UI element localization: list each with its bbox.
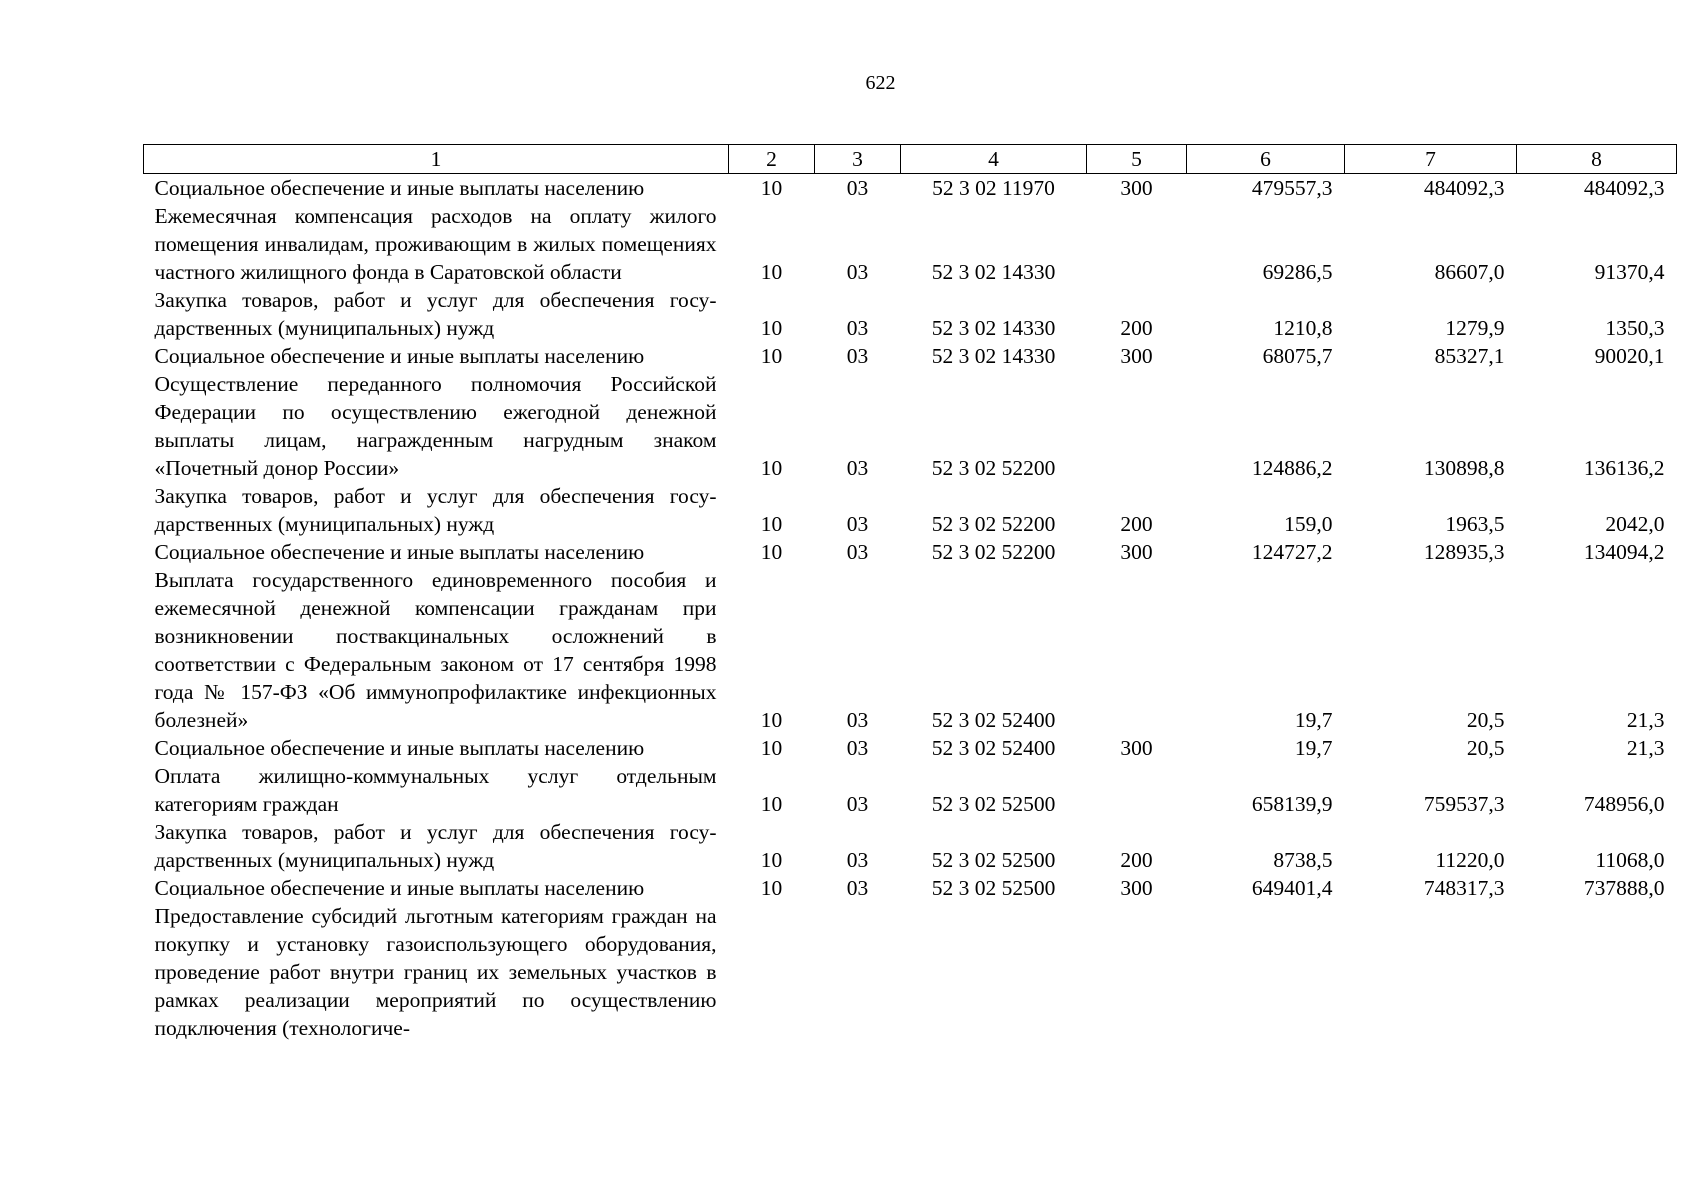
row-expense-type: 300 <box>1120 344 1153 368</box>
row-description: Социальное обеспечение и иные выплаты населению <box>154 736 645 760</box>
table-row <box>144 874 1677 902</box>
row-description: Закупка товаров, работ и услуг для обеспечения государственных (муниципальных) нужд <box>154 484 717 536</box>
row-section: 10 <box>760 316 783 340</box>
row-section: 10 <box>760 176 783 200</box>
table-row <box>144 762 1677 818</box>
row-value-year-2: 20,5 <box>1466 708 1505 732</box>
table-row <box>144 902 1677 1042</box>
row-subsection: 03 <box>846 344 869 368</box>
row-section <box>729 902 815 1042</box>
table-row <box>144 818 1677 874</box>
row-value-year-3: 21,3 <box>1626 708 1665 732</box>
row-description: Социальное обеспечение и иные выплаты населению <box>154 176 645 200</box>
row-section: 10 <box>760 512 783 536</box>
row-subsection: 03 <box>846 316 869 340</box>
page-number: 622 <box>865 72 896 94</box>
budget-table <box>143 144 1677 1042</box>
row-value-year-2: 128935,3 <box>1423 540 1505 564</box>
row-subsection: 03 <box>846 792 869 816</box>
row-value-year-3: 737888,0 <box>1583 876 1665 900</box>
table-row <box>144 342 1677 370</box>
row-section: 10 <box>760 708 783 732</box>
row-section: 10 <box>760 848 783 872</box>
row-value-year-1: 19,7 <box>1294 736 1333 760</box>
row-expense-type: 200 <box>1120 848 1153 872</box>
row-value-year-2: 1963,5 <box>1445 512 1505 536</box>
row-value-year-1: 68075,7 <box>1262 344 1333 368</box>
row-description: Оплата жилищно-коммунальных услуг отдельным категориям граждан <box>154 764 717 816</box>
row-description: Выплата государственного единовременного пособия и ежемесячной денежной компенсации гражданам при возникновении поствакцинальных осложнений в соответствии с Федеральным законом от 17 сентября 1998 года № 157-ФЗ «Об иммунопрофилактике инфекционных болезней» <box>154 568 717 732</box>
row-expense-type <box>1087 202 1187 286</box>
row-description: Социальное обеспечение и иные выплаты населению <box>154 876 645 900</box>
row-target-article: 52 3 02 14330 <box>931 344 1056 368</box>
table-body <box>144 174 1677 1043</box>
row-value-year-2 <box>1345 902 1517 1042</box>
row-expense-type: 300 <box>1120 876 1153 900</box>
row-target-article: 52 3 02 52500 <box>931 792 1056 816</box>
row-target-article: 52 3 02 52200 <box>931 456 1056 480</box>
row-value-year-3: 91370,4 <box>1594 260 1665 284</box>
row-expense-type: 200 <box>1120 316 1153 340</box>
row-value-year-1: 124727,2 <box>1251 540 1333 564</box>
row-target-article: 52 3 02 11970 <box>932 176 1055 200</box>
row-section: 10 <box>760 736 783 760</box>
row-description: Предоставление субсидий льготным категориям граждан на покупку и установку газоиспользующего оборудования, проведение работ внутри границ их земельных участков в рамках реализации мероприятий по осуществлению подключения (технологиче- <box>154 904 717 1040</box>
table-row <box>144 734 1677 762</box>
row-expense-type <box>1087 762 1187 818</box>
row-subsection: 03 <box>846 512 869 536</box>
row-value-year-2: 85327,1 <box>1434 344 1505 368</box>
row-subsection <box>815 902 901 1042</box>
row-value-year-1: 8738,5 <box>1273 848 1333 872</box>
row-expense-type: 300 <box>1120 736 1153 760</box>
row-value-year-3 <box>1517 902 1677 1042</box>
row-expense-type: 300 <box>1120 540 1153 564</box>
row-subsection: 03 <box>846 540 869 564</box>
row-target-article <box>901 902 1087 1042</box>
row-value-year-2: 759537,3 <box>1423 792 1505 816</box>
table-row <box>144 370 1677 482</box>
row-target-article: 52 3 02 52400 <box>931 708 1056 732</box>
header-row <box>144 145 1677 174</box>
row-value-year-2: 130898,8 <box>1423 456 1505 480</box>
row-value-year-1: 124886,2 <box>1251 456 1333 480</box>
row-description: Ежемесячная компенсация расходов на оплату жилого помещения инвалидам, проживающим в жилых помещениях частного жилищного фонда в Саратовской области <box>154 204 717 284</box>
row-subsection: 03 <box>846 176 869 200</box>
row-value-year-3: 90020,1 <box>1594 344 1665 368</box>
row-description: Закупка товаров, работ и услуг для обеспечения государственных (муниципальных) нужд <box>154 820 717 872</box>
row-value-year-1: 19,7 <box>1294 708 1333 732</box>
table-row <box>144 482 1677 538</box>
row-section: 10 <box>760 876 783 900</box>
row-value-year-1: 1210,8 <box>1273 316 1333 340</box>
row-section: 10 <box>760 260 783 284</box>
column-header: 7 <box>1345 145 1517 174</box>
row-expense-type: 300 <box>1120 176 1153 200</box>
row-expense-type <box>1087 370 1187 482</box>
row-target-article: 52 3 02 52200 <box>931 540 1056 564</box>
column-header: 8 <box>1517 145 1677 174</box>
table-row <box>144 202 1677 286</box>
column-header: 4 <box>901 145 1087 174</box>
row-value-year-2: 20,5 <box>1466 736 1505 760</box>
row-subsection: 03 <box>846 736 869 760</box>
row-target-article: 52 3 02 52500 <box>931 848 1056 872</box>
row-description: Социальное обеспечение и иные выплаты населению <box>154 344 645 368</box>
table-row <box>144 286 1677 342</box>
row-value-year-3: 2042,0 <box>1605 512 1665 536</box>
row-subsection: 03 <box>846 708 869 732</box>
row-value-year-2: 748317,3 <box>1423 876 1505 900</box>
row-target-article: 52 3 02 52400 <box>931 736 1056 760</box>
row-value-year-2: 1279,9 <box>1445 316 1505 340</box>
row-value-year-1: 658139,9 <box>1251 792 1333 816</box>
row-expense-type <box>1087 566 1187 734</box>
column-header: 2 <box>729 145 815 174</box>
row-value-year-1: 69286,5 <box>1262 260 1333 284</box>
row-value-year-3: 748956,0 <box>1583 792 1665 816</box>
table-row <box>144 538 1677 566</box>
row-value-year-3: 1350,3 <box>1605 316 1665 340</box>
table-row <box>144 566 1677 734</box>
column-header: 6 <box>1187 145 1345 174</box>
row-value-year-1: 649401,4 <box>1251 876 1333 900</box>
row-value-year-3: 21,3 <box>1626 736 1665 760</box>
row-value-year-3: 134094,2 <box>1583 540 1665 564</box>
row-subsection: 03 <box>846 456 869 480</box>
column-header: 3 <box>815 145 901 174</box>
column-header: 5 <box>1087 145 1187 174</box>
row-subsection: 03 <box>846 848 869 872</box>
row-section: 10 <box>760 456 783 480</box>
table-row <box>144 174 1677 203</box>
row-target-article: 52 3 02 14330 <box>931 260 1056 284</box>
row-value-year-2: 11220,0 <box>1435 848 1505 872</box>
row-value-year-1: 479557,3 <box>1251 176 1333 200</box>
column-header: 1 <box>144 145 729 174</box>
row-expense-type: 200 <box>1120 512 1153 536</box>
row-section: 10 <box>760 344 783 368</box>
row-expense-type <box>1087 902 1187 1042</box>
row-description: Социальное обеспечение и иные выплаты населению <box>154 540 645 564</box>
row-value-year-2: 484092,3 <box>1423 176 1505 200</box>
row-target-article: 52 3 02 52500 <box>931 876 1056 900</box>
row-value-year-1: 159,0 <box>1284 512 1333 536</box>
row-value-year-3: 11068,0 <box>1595 848 1665 872</box>
row-value-year-3: 136136,2 <box>1583 456 1665 480</box>
row-description: Закупка товаров, работ и услуг для обеспечения государственных (муниципальных) нужд <box>154 288 717 340</box>
row-value-year-3: 484092,3 <box>1583 176 1665 200</box>
row-target-article: 52 3 02 52200 <box>931 512 1056 536</box>
row-description: Осуществление переданного полномочия Российской Федерации по осуществлению ежегодной денежной выплаты лицам, награжденным нагрудным знаком «Почетный донор России» <box>154 372 717 480</box>
row-target-article: 52 3 02 14330 <box>931 316 1056 340</box>
row-value-year-1 <box>1187 902 1345 1042</box>
row-subsection: 03 <box>846 260 869 284</box>
row-section: 10 <box>760 540 783 564</box>
row-section: 10 <box>760 792 783 816</box>
row-subsection: 03 <box>846 876 869 900</box>
row-value-year-2: 86607,0 <box>1434 260 1505 284</box>
